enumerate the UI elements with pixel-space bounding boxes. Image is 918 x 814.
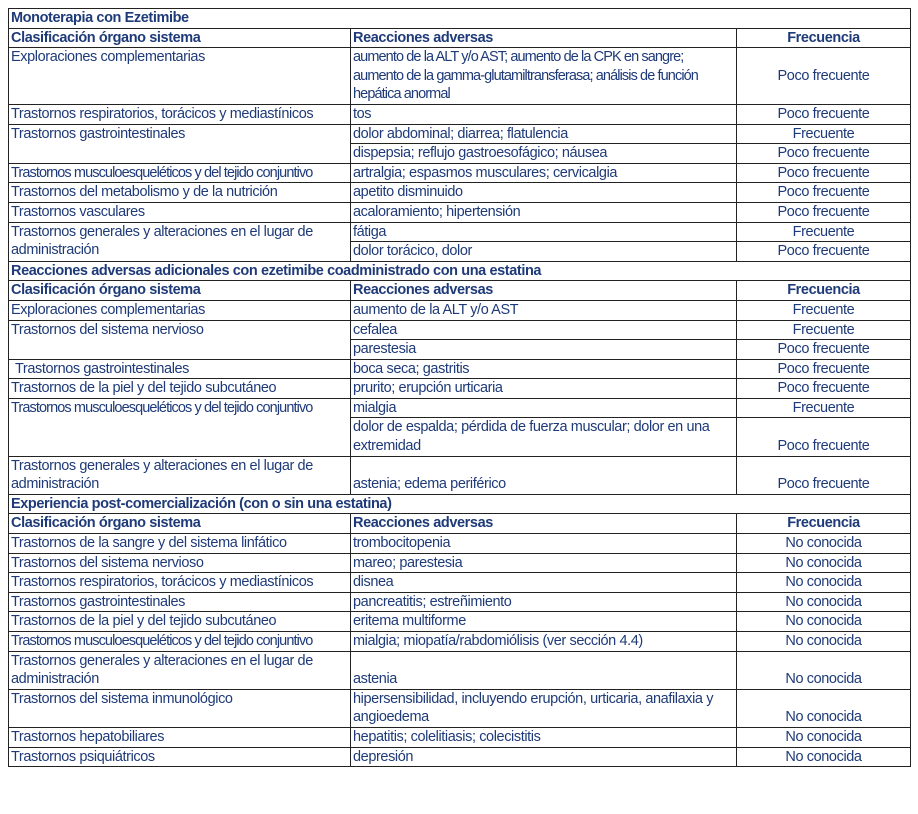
reaction-cell: mialgia; miopatía/rabdomiólisis (ver sección 4.4) bbox=[351, 632, 737, 652]
frequency-cell: No conocida bbox=[737, 612, 911, 632]
frequency-cell: Poco frecuente bbox=[737, 48, 911, 105]
table-row bbox=[9, 747, 911, 767]
header-frequency: Frecuencia bbox=[737, 281, 911, 301]
system-cell: Trastornos musculoesqueléticos y del tejido conjuntivo bbox=[9, 163, 351, 183]
reaction-cell: artralgia; espasmos musculares; cervicalgia bbox=[351, 163, 737, 183]
table-row bbox=[9, 456, 911, 494]
frequency-cell: Frecuente bbox=[737, 320, 911, 340]
system-cell: Trastornos de la piel y del tejido subcutáneo bbox=[9, 612, 351, 632]
table-row bbox=[9, 632, 911, 652]
system-cell: Trastornos generales y alteraciones en el lugar de administración bbox=[9, 651, 351, 689]
table-row bbox=[9, 651, 911, 689]
table-row bbox=[9, 320, 911, 340]
table-row bbox=[9, 573, 911, 593]
reaction-cell: tos bbox=[351, 104, 737, 124]
reaction-cell: cefalea bbox=[351, 320, 737, 340]
header-system: Clasificación órgano sistema bbox=[9, 514, 351, 534]
table-row bbox=[9, 222, 911, 242]
section-title: Monoterapia con Ezetimibe bbox=[9, 9, 911, 29]
table-row bbox=[9, 398, 911, 418]
adverse-reactions-table bbox=[8, 8, 911, 767]
reaction-cell: mareo; parestesia bbox=[351, 553, 737, 573]
section-title-row bbox=[9, 494, 911, 514]
reaction-cell: dolor de espalda; pérdida de fuerza muscular; dolor en una extremidad bbox=[351, 418, 737, 456]
system-cell: Trastornos gastrointestinales bbox=[9, 592, 351, 612]
system-cell: Trastornos gastrointestinales bbox=[9, 359, 351, 379]
section-title: Experiencia post-comercialización (con o sin una estatina) bbox=[9, 494, 911, 514]
frequency-cell: No conocida bbox=[737, 632, 911, 652]
system-cell: Trastornos del sistema nervioso bbox=[9, 553, 351, 573]
system-cell: Trastornos del metabolismo y de la nutrición bbox=[9, 183, 351, 203]
frequency-cell: Frecuente bbox=[737, 398, 911, 418]
reaction-cell: apetito disminuido bbox=[351, 183, 737, 203]
header-reaction: Reacciones adversas bbox=[351, 28, 737, 48]
reaction-cell: disnea bbox=[351, 573, 737, 593]
reaction-cell: dolor torácico, dolor bbox=[351, 242, 737, 262]
reaction-cell: mialgia bbox=[351, 398, 737, 418]
frequency-cell: No conocida bbox=[737, 651, 911, 689]
frequency-cell: Poco frecuente bbox=[737, 379, 911, 399]
reaction-cell: boca seca; gastritis bbox=[351, 359, 737, 379]
table-row bbox=[9, 534, 911, 554]
system-cell: Trastornos vasculares bbox=[9, 202, 351, 222]
system-cell: Trastornos del sistema nervioso bbox=[9, 320, 351, 359]
frequency-cell: No conocida bbox=[737, 592, 911, 612]
header-reaction: Reacciones adversas bbox=[351, 514, 737, 534]
table-row bbox=[9, 202, 911, 222]
header-frequency: Frecuencia bbox=[737, 514, 911, 534]
table-row bbox=[9, 553, 911, 573]
reaction-cell: astenia bbox=[351, 651, 737, 689]
reaction-cell: parestesia bbox=[351, 340, 737, 360]
system-cell: Trastornos musculoesqueléticos y del tejido conjuntivo bbox=[9, 398, 351, 456]
header-reaction: Reacciones adversas bbox=[351, 281, 737, 301]
section-title-row bbox=[9, 261, 911, 281]
adverse-reactions-document bbox=[8, 8, 910, 767]
reaction-cell: acaloramiento; hipertensión bbox=[351, 202, 737, 222]
section-title: Reacciones adversas adicionales con ezetimibe coadministrado con una estatina bbox=[9, 261, 911, 281]
frequency-cell: Poco frecuente bbox=[737, 163, 911, 183]
frequency-cell: Poco frecuente bbox=[737, 183, 911, 203]
frequency-cell: Poco frecuente bbox=[737, 144, 911, 164]
table-row bbox=[9, 163, 911, 183]
table-row bbox=[9, 300, 911, 320]
header-system: Clasificación órgano sistema bbox=[9, 281, 351, 301]
system-cell: Trastornos gastrointestinales bbox=[9, 124, 351, 163]
frequency-cell: Poco frecuente bbox=[737, 456, 911, 494]
reaction-cell: hipersensibilidad, incluyendo erupción, urticaria, anafilaxia y angioedema bbox=[351, 689, 737, 727]
system-cell: Trastornos respiratorios, torácicos y mediastínicos bbox=[9, 104, 351, 124]
reaction-cell: eritema multiforme bbox=[351, 612, 737, 632]
system-cell: Exploraciones complementarias bbox=[9, 300, 351, 320]
reaction-cell: fátiga bbox=[351, 222, 737, 242]
system-cell: Trastornos musculoesqueléticos y del tejido conjuntivo bbox=[9, 632, 351, 652]
frequency-cell: No conocida bbox=[737, 573, 911, 593]
frequency-cell: Poco frecuente bbox=[737, 202, 911, 222]
header-system: Clasificación órgano sistema bbox=[9, 28, 351, 48]
table-row bbox=[9, 183, 911, 203]
reaction-cell: trombocitopenia bbox=[351, 534, 737, 554]
table-row bbox=[9, 104, 911, 124]
system-cell: Trastornos de la piel y del tejido subcutáneo bbox=[9, 379, 351, 399]
table-row bbox=[9, 124, 911, 144]
reaction-cell: prurito; erupción urticaria bbox=[351, 379, 737, 399]
header-row bbox=[9, 28, 911, 48]
table-row bbox=[9, 359, 911, 379]
frequency-cell: Poco frecuente bbox=[737, 242, 911, 262]
system-cell: Exploraciones complementarias bbox=[9, 48, 351, 105]
system-cell: Trastornos generales y alteraciones en el lugar de administración bbox=[9, 456, 351, 494]
system-cell: Trastornos hepatobiliares bbox=[9, 727, 351, 747]
table-row bbox=[9, 48, 911, 105]
system-cell: Trastornos generales y alteraciones en el lugar de administración bbox=[9, 222, 351, 261]
reaction-cell: astenia; edema periférico bbox=[351, 456, 737, 494]
table-row bbox=[9, 727, 911, 747]
section-title-row bbox=[9, 9, 911, 29]
frequency-cell: Poco frecuente bbox=[737, 340, 911, 360]
frequency-cell: No conocida bbox=[737, 747, 911, 767]
header-row bbox=[9, 281, 911, 301]
header-frequency: Frecuencia bbox=[737, 28, 911, 48]
reaction-cell: dispepsia; reflujo gastroesofágico; náusea bbox=[351, 144, 737, 164]
frequency-cell: Frecuente bbox=[737, 300, 911, 320]
table-row bbox=[9, 689, 911, 727]
frequency-cell: Poco frecuente bbox=[737, 359, 911, 379]
system-cell: Trastornos de la sangre y del sistema linfático bbox=[9, 534, 351, 554]
reaction-cell: aumento de la ALT y/o AST bbox=[351, 300, 737, 320]
system-cell: Trastornos psiquiátricos bbox=[9, 747, 351, 767]
header-row bbox=[9, 514, 911, 534]
frequency-cell: Frecuente bbox=[737, 222, 911, 242]
frequency-cell: No conocida bbox=[737, 689, 911, 727]
table-row bbox=[9, 592, 911, 612]
frequency-cell: Poco frecuente bbox=[737, 418, 911, 456]
frequency-cell: No conocida bbox=[737, 727, 911, 747]
frequency-cell: No conocida bbox=[737, 553, 911, 573]
reaction-cell: aumento de la ALT y/o AST; aumento de la CPK en sangre; aumento de la gamma-glutamiltransferasa; análisis de función hepática anormal bbox=[351, 48, 737, 105]
reaction-cell: hepatitis; colelitiasis; colecistitis bbox=[351, 727, 737, 747]
reaction-cell: depresión bbox=[351, 747, 737, 767]
table-row bbox=[9, 612, 911, 632]
reaction-cell: pancreatitis; estreñimiento bbox=[351, 592, 737, 612]
frequency-cell: Frecuente bbox=[737, 124, 911, 144]
table-row bbox=[9, 379, 911, 399]
frequency-cell: Poco frecuente bbox=[737, 104, 911, 124]
system-cell: Trastornos del sistema inmunológico bbox=[9, 689, 351, 727]
system-cell: Trastornos respiratorios, torácicos y mediastínicos bbox=[9, 573, 351, 593]
reaction-cell: dolor abdominal; diarrea; flatulencia bbox=[351, 124, 737, 144]
frequency-cell: No conocida bbox=[737, 534, 911, 554]
